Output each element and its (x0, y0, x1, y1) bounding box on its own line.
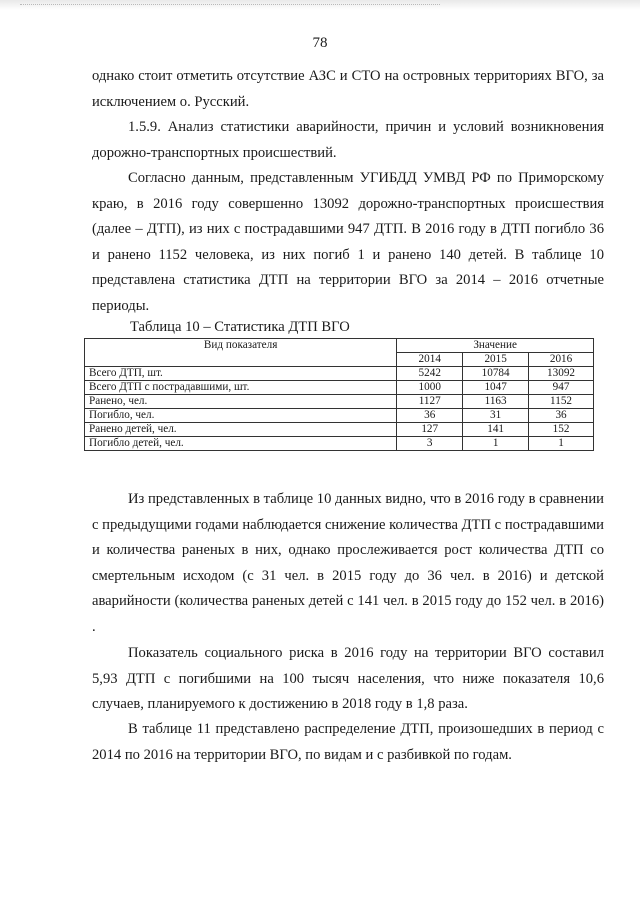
header-year: 2015 (463, 353, 529, 367)
row-value: 1 (529, 437, 594, 451)
paragraph-analysis (92, 487, 604, 641)
header-value: Значение (397, 339, 594, 353)
row-value: 1152 (529, 395, 594, 409)
scan-noise (20, 4, 440, 7)
row-value: 36 (529, 409, 594, 423)
page-number: 78 (312, 35, 328, 51)
row-value: 31 (463, 409, 529, 423)
table-caption: Таблица 10 – Статистика ДТП ВГО (130, 319, 350, 335)
row-value: 127 (397, 423, 463, 437)
row-label: Всего ДТП с пострадавшими, шт. (85, 381, 397, 395)
row-value: 10784 (463, 367, 529, 381)
row-label: Погибло, чел. (85, 409, 397, 423)
row-value: 1000 (397, 381, 463, 395)
row-value: 947 (529, 381, 594, 395)
table-header-row (85, 339, 594, 353)
table-row (85, 367, 594, 381)
paragraph-text: Из представленных в таблице 10 данных видно, что в 2016 году в сравнении с предыдущими годами наблюдается снижение количества ДТП с пострадавшими и количества раненых в них, однако прослеживается рост количества ДТП со смертельным исходом (с 31 чел. в 2015 году до 36 чел. в 2016) и детской аварийности (количества раненых детей с 141 чел. в 2015 году до 152 чел. в 2016) . (92, 491, 604, 635)
row-value: 13092 (529, 367, 594, 381)
row-value: 36 (397, 409, 463, 423)
row-label: Ранено, чел. (85, 395, 397, 409)
row-value: 5242 (397, 367, 463, 381)
row-label: Ранено детей, чел. (85, 423, 397, 437)
paragraph-intro-statistics (92, 166, 604, 320)
header-indicator: Вид показателя (85, 339, 397, 367)
row-label: Погибло детей, чел. (85, 437, 397, 451)
table-row (85, 409, 594, 423)
table-row (85, 423, 594, 437)
header-year: 2016 (529, 353, 594, 367)
paragraph-text: Показатель социального риска в 2016 году на территории ВГО составил 5,93 ДТП с погибшими на 100 тысяч населения, что ниже показателя 10,6 случаев, планируемого к достижению в 2018 году в 1,8 раза. (92, 645, 604, 713)
paragraph-continuation: однако стоит отметить отсутствие АЗС и СТО на островных территориях ВГО, за исключением о. Русский. (92, 68, 604, 110)
table-row (85, 437, 594, 451)
row-value: 3 (397, 437, 463, 451)
table-row (85, 395, 594, 409)
row-value: 1 (463, 437, 529, 451)
row-label: Всего ДТП, шт. (85, 367, 397, 381)
row-value: 1047 (463, 381, 529, 395)
row-value: 1163 (463, 395, 529, 409)
paragraph-table-11-intro (92, 717, 604, 768)
paragraph-text: В таблице 11 представлено распределение ДТП, произошедших в период с 2014 по 2016 на территории ВГО, по видам и с разбивкой по годам. (92, 721, 604, 763)
scan-edge (0, 0, 640, 10)
header-year: 2014 (397, 353, 463, 367)
section-heading-text: 1.5.9. Анализ статистики аварийности, причин и условий возникновения дорожно-транспортных происшествий. (92, 119, 604, 161)
section-heading-1-5-9 (92, 115, 604, 166)
table-row (85, 381, 594, 395)
statistics-table (84, 338, 594, 451)
row-value: 1127 (397, 395, 463, 409)
row-value: 152 (529, 423, 594, 437)
paragraph-text: Согласно данным, представленным УГИБДД УМВД РФ по Приморскому краю, в 2016 году совершенно 13092 дорожно-транспортных происшествия (далее – ДТП), из них с пострадавшими 947 ДТП. В 2016 году в ДТП погибло 36 и ранено 1152 человека, из них погиб 1 и ранено 140 детей. В таблице 10 представлена статистика ДТП на территории ВГО за 2014 – 2016 отчетные периоды. (92, 170, 604, 314)
row-value: 141 (463, 423, 529, 437)
paragraph-social-risk (92, 641, 604, 718)
